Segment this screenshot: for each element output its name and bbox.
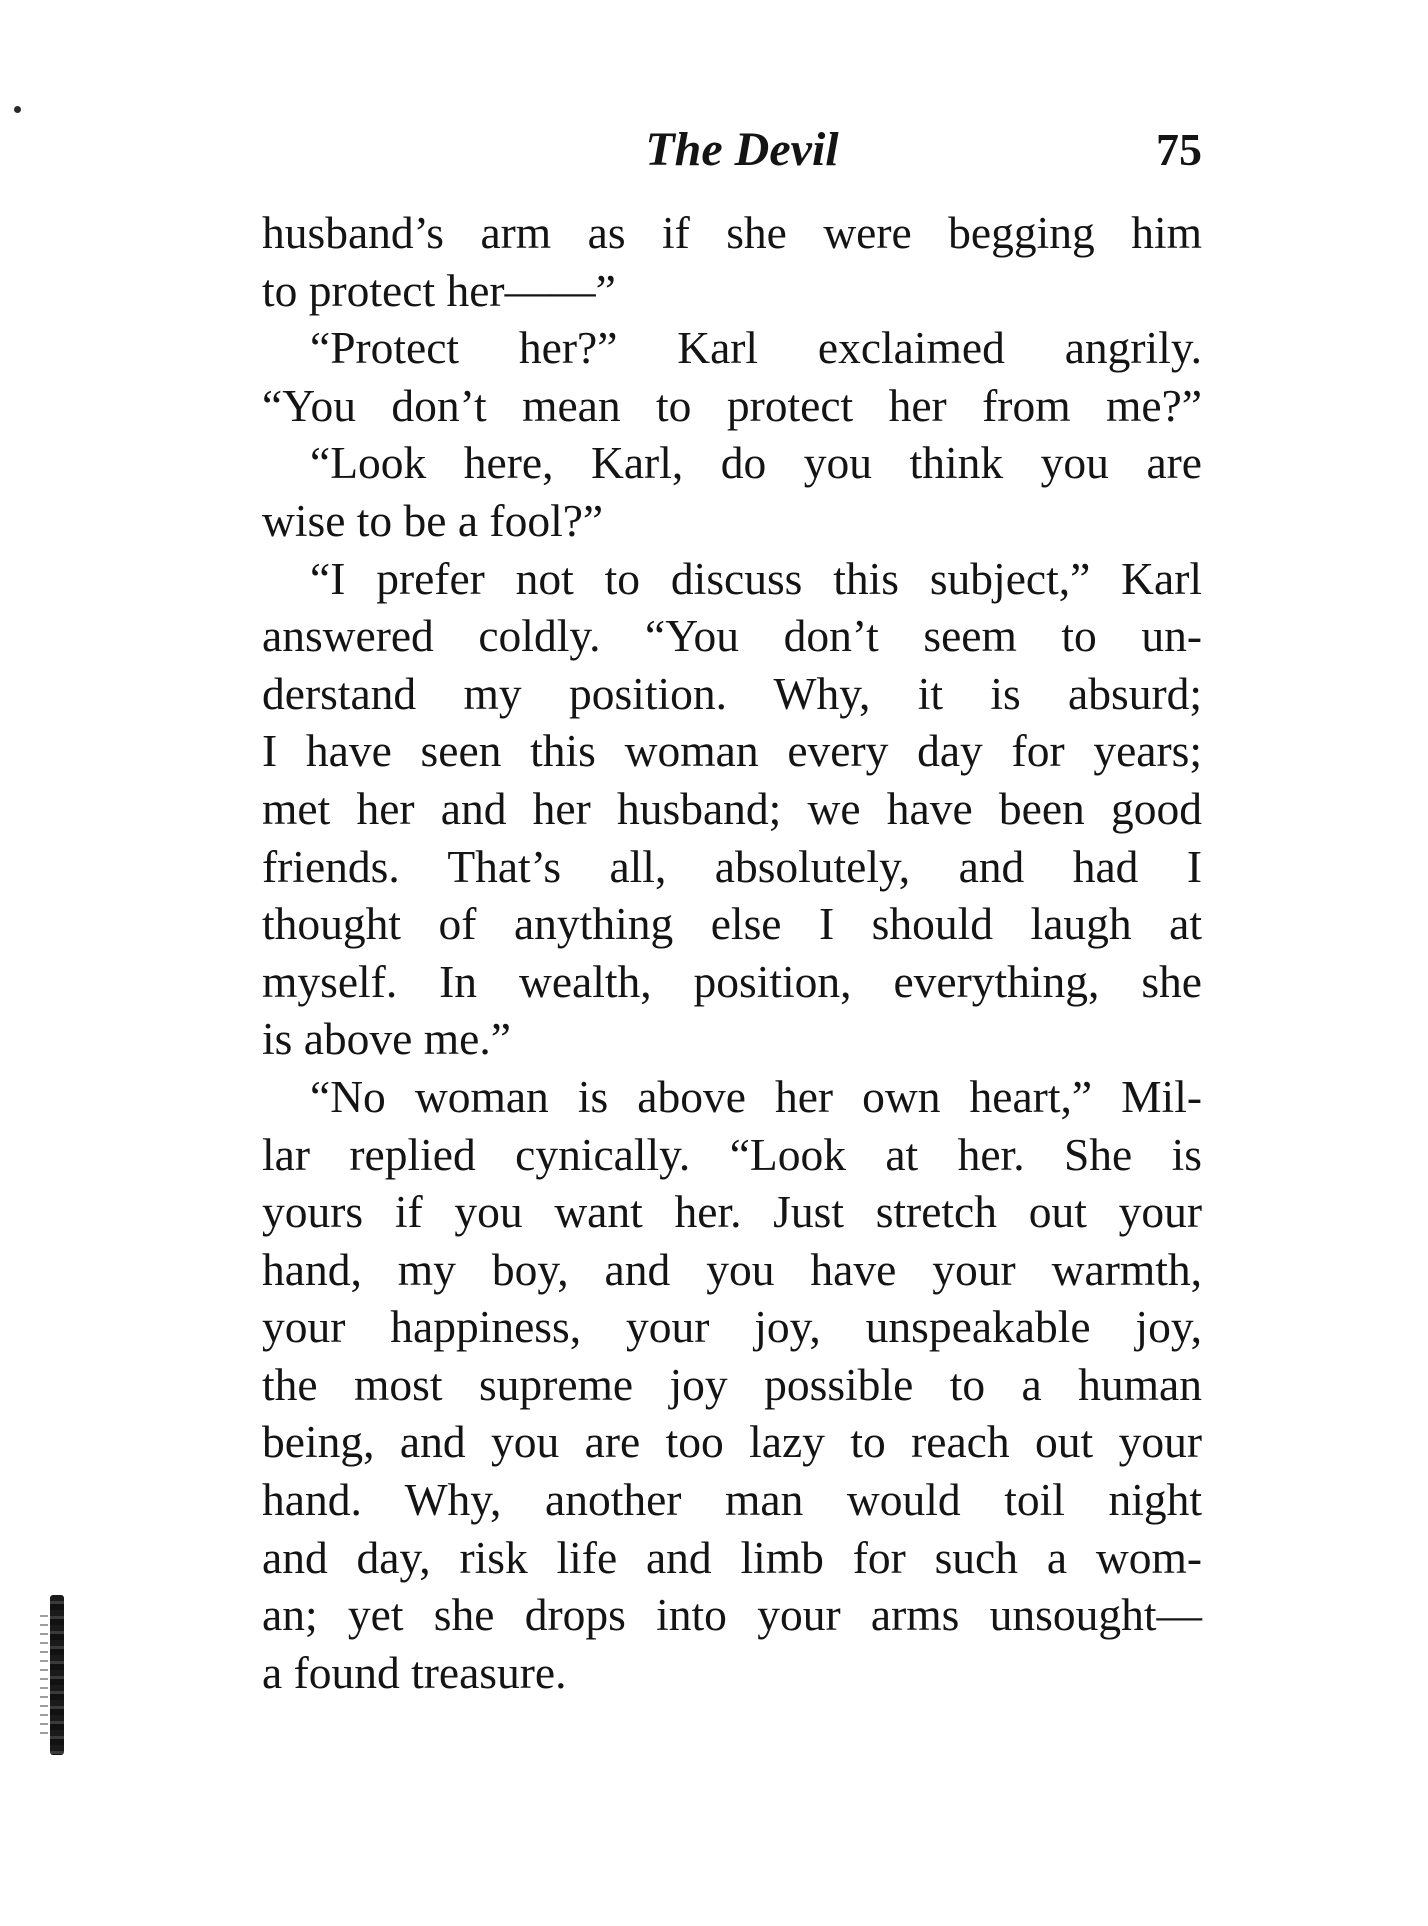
text-line: answered coldly. “You don’t seem to un-: [262, 610, 1202, 662]
text-line: derstand my position. Why, it is absurd;: [262, 667, 1202, 719]
binding-mark: [50, 1595, 64, 1755]
text-line: met her and her husband; we have been good: [262, 782, 1202, 834]
binding-shadow: [40, 1595, 70, 1755]
text-line: is above me.”: [262, 1013, 511, 1065]
text-line: “You don’t mean to protect her from me?”: [262, 379, 1202, 431]
text-line: “I prefer not to discuss this subject,” Karl: [310, 552, 1202, 604]
text-line: the most supreme joy possible to a human: [262, 1358, 1202, 1410]
text-line: myself. In wealth, position, everything, she: [262, 955, 1202, 1007]
text-line: being, and you are too lazy to reach out your: [262, 1416, 1202, 1468]
scan-speck: [14, 106, 21, 113]
text-line: lar replied cynically. “Look at her. She is: [262, 1128, 1202, 1180]
body-text: [262, 204, 1202, 1701]
text-line: hand. Why, another man would toil night: [262, 1474, 1202, 1526]
text-line: yours if you want her. Just stretch out your: [262, 1186, 1202, 1238]
text-line: hand, my boy, and you have your warmth,: [262, 1243, 1202, 1295]
text-line: friends. That’s all, absolutely, and had I: [262, 840, 1202, 892]
text-line: a found treasure.: [262, 1646, 567, 1698]
page-header: [262, 118, 1202, 188]
running-title: The Devil: [645, 123, 839, 176]
text-line: wise to be a fool?”: [262, 494, 604, 546]
text-line: “No woman is above her own heart,” Mil-: [310, 1070, 1202, 1122]
text-line: and day, risk life and limb for such a wom-: [262, 1531, 1202, 1583]
text-line: an; yet she drops into your arms unsought—: [262, 1589, 1202, 1641]
text-line: your happiness, your joy, unspeakable joy,: [262, 1301, 1202, 1353]
text-line: husband’s arm as if she were begging him: [262, 207, 1202, 258]
text-line: “Look here, Karl, do you think you are: [310, 437, 1202, 489]
text-line: “Protect her?” Karl exclaimed angrily.: [310, 322, 1202, 374]
binding-dots: [40, 1615, 48, 1735]
text-line: thought of anything else I should laugh at: [262, 898, 1202, 950]
page-number: 75: [1156, 124, 1202, 175]
text-line: I have seen this woman every day for years;: [262, 725, 1202, 777]
text-line: to protect her——”: [262, 264, 616, 316]
